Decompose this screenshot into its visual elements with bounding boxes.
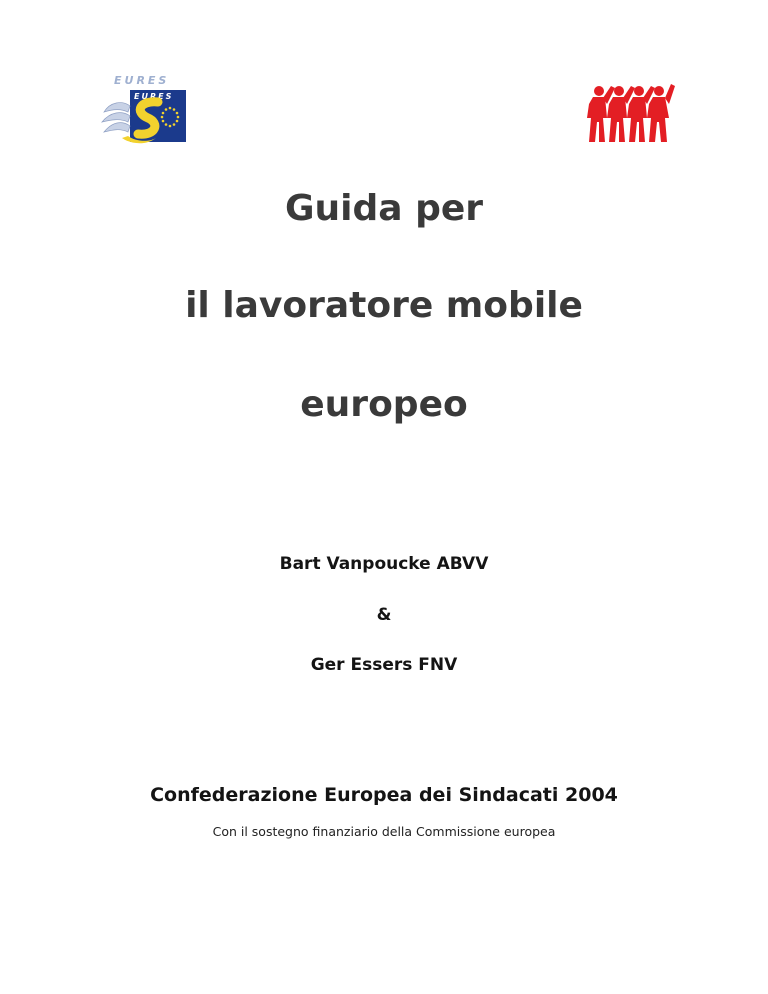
author-separator: & — [376, 605, 392, 625]
eures-logo-graphic — [100, 72, 192, 150]
etuc-figures-icon — [587, 84, 675, 142]
eures-logo-text-inner: EURES — [134, 92, 174, 101]
publisher: Confederazione Europea dei Sindacati 2004 — [150, 784, 618, 806]
author-2: Ger Essers FNV — [310, 655, 458, 675]
title-line-2: il lavoratore mobile — [185, 285, 583, 326]
title-line-3: europeo — [300, 384, 468, 425]
author-1: Bart Vanpoucke ABVV — [279, 554, 489, 574]
title-line-1: Guida per — [284, 188, 484, 229]
eures-wing-icon — [102, 103, 130, 132]
etuc-logo — [585, 82, 677, 144]
eures-logo-text-outer: EURES — [114, 74, 170, 87]
support-note: Con il sostegno finanziario della Commissione europea — [212, 824, 556, 839]
etuc-logo-graphic — [585, 82, 677, 144]
eures-logo — [100, 72, 192, 150]
